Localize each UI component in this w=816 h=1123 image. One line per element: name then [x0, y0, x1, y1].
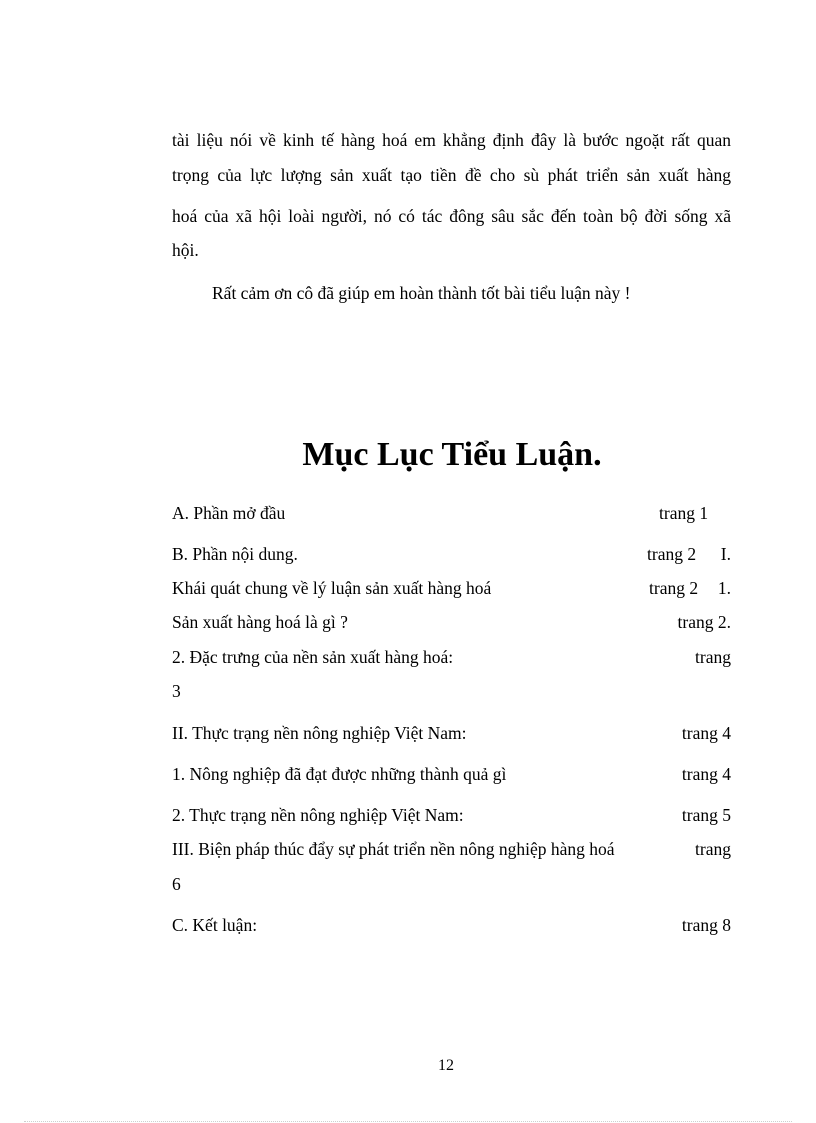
toc-entry	[172, 913, 731, 937]
toc-entry-label: 1. Nông nghiệp đã đạt được những thành quả gì	[172, 764, 507, 784]
toc-entry-label: Sản xuất hàng hoá là gì ?	[172, 612, 348, 632]
toc-entry-carry: I.	[720, 544, 731, 564]
toc-entry-page: trang 2	[649, 578, 699, 598]
toc-entry-page: trang 4	[681, 723, 731, 743]
toc-entry	[172, 762, 731, 786]
toc-entry-wrap	[172, 872, 731, 896]
toc-entry	[172, 576, 731, 600]
toc-entry-label: 6	[172, 874, 181, 894]
toc-entry-label: Khái quát chung về lý luận sản xuất hàng hoá	[172, 578, 492, 598]
intro-line-1: tài liệu nói về kinh tế hàng hoá em khẳng định đây là bước ngoặt rất quan	[172, 130, 731, 150]
toc-entry-label: A. Phần mở đầu	[172, 503, 286, 523]
toc-entry-label: 2. Thực trạng nền nông nghiệp Việt Nam:	[172, 805, 464, 825]
toc-entry	[172, 721, 731, 745]
intro-line-4: hội.	[172, 240, 199, 260]
toc-entry	[172, 542, 731, 566]
toc-entry-page: trang	[695, 647, 731, 667]
toc-entry-page: trang 2.	[677, 612, 731, 632]
toc-entry-label: C. Kết luận:	[172, 915, 258, 935]
toc-entry	[172, 645, 731, 669]
toc-entry-page: trang 4	[681, 764, 731, 784]
intro-line-2: trọng của lực lượng sản xuất tạo tiền đề cho sù phát triển sản xuất hàng	[172, 165, 731, 185]
toc-entry-label: B. Phần nội dung.	[172, 544, 298, 564]
toc-title: Mục Lục Tiểu Luận.	[302, 436, 602, 473]
toc-entry-page: trang 8	[681, 915, 731, 935]
toc-entry-label: 3	[172, 681, 181, 701]
thanks-sentence: Rất cảm ơn cô đã giúp em hoàn thành tốt bài tiểu luận này !	[212, 283, 631, 303]
toc-entry-wrap	[172, 679, 731, 703]
toc-entry-label: II. Thực trạng nền nông nghiệp Việt Nam:	[172, 723, 467, 743]
toc-entry-label: III. Biện pháp thúc đẩy sự phát triển nền nông nghiệp hàng hoá	[172, 839, 615, 859]
toc-entry	[172, 803, 731, 827]
toc-entry-carry: 1.	[717, 578, 731, 598]
toc-entry-page: trang	[695, 839, 731, 859]
page-number: 12	[438, 1057, 454, 1074]
toc-entry-page: trang 5	[681, 805, 731, 825]
intro-line-3: hoá của xã hội loài người, nó có tác đông sâu sắc đến toàn bộ đời sống xã	[172, 206, 731, 226]
toc-entry-page: trang 1	[659, 503, 709, 523]
toc-entry	[172, 610, 731, 634]
toc-entry-label: 2. Đặc trưng của nền sản xuất hàng hoá:	[172, 647, 454, 667]
toc-entry	[172, 837, 731, 861]
toc-entry	[172, 501, 731, 525]
toc-entry-page: trang 2	[647, 544, 697, 564]
page-bottom-rule	[24, 1121, 792, 1122]
